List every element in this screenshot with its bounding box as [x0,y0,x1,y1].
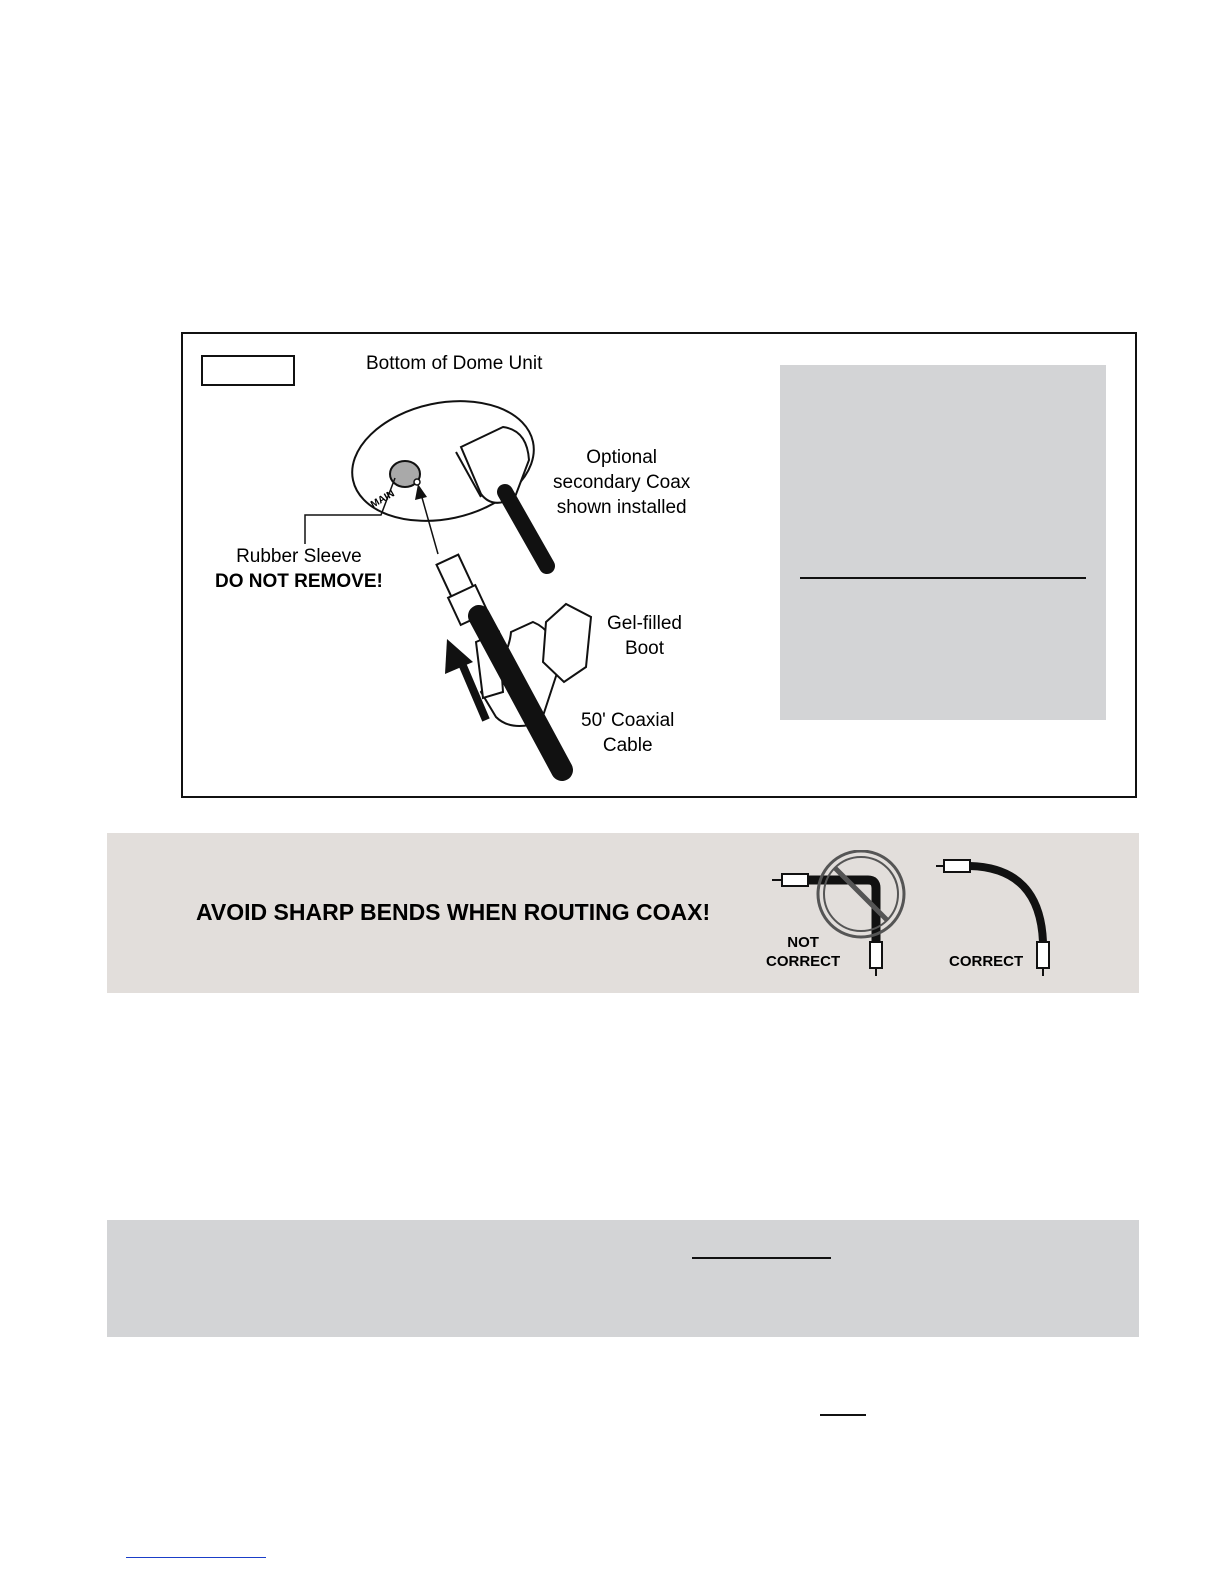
not-correct-label [766,933,840,971]
callout-secondary-coax-line1: Optional [586,447,658,468]
prohibited-icon [818,851,904,937]
not-correct-label-line1: NOT [787,934,819,951]
callout-coaxial-cable-line1: 50' Coaxial [581,710,675,731]
note-panel [780,365,1106,720]
body-underline [820,1414,866,1416]
callout-rubber-sleeve-line1: Rubber Sleeve [236,546,362,567]
warning-text: AVOID SHARP BENDS WHEN ROUTING COAX! [196,899,711,925]
footer-link-underline[interactable] [126,1557,266,1558]
callout-gel-boot-line2: Boot [624,638,665,659]
callout-coaxial-cable [581,708,674,758]
callout-secondary-coax-line2: secondary Coax [553,472,691,493]
callout-gel-boot [607,611,682,661]
port-label: MAIN [369,488,397,511]
callout-coaxial-cable-line2: Cable [602,735,653,756]
note-divider [800,577,1086,579]
correct-label: CORRECT [949,953,1024,970]
callout-secondary-coax-line3: shown installed [556,497,687,518]
info-band [107,1220,1139,1337]
not-correct-label-line2: CORRECT [766,953,841,970]
callout-gel-boot-line1: Gel-filled [607,613,682,634]
figure-title: Bottom of Dome Unit [366,353,543,374]
callout-rubber-sleeve-warning: DO NOT REMOVE! [215,571,383,592]
callout-secondary-coax [553,445,690,520]
info-band-underline [692,1257,831,1259]
main-port [390,461,420,487]
callout-rubber-sleeve [215,544,383,594]
